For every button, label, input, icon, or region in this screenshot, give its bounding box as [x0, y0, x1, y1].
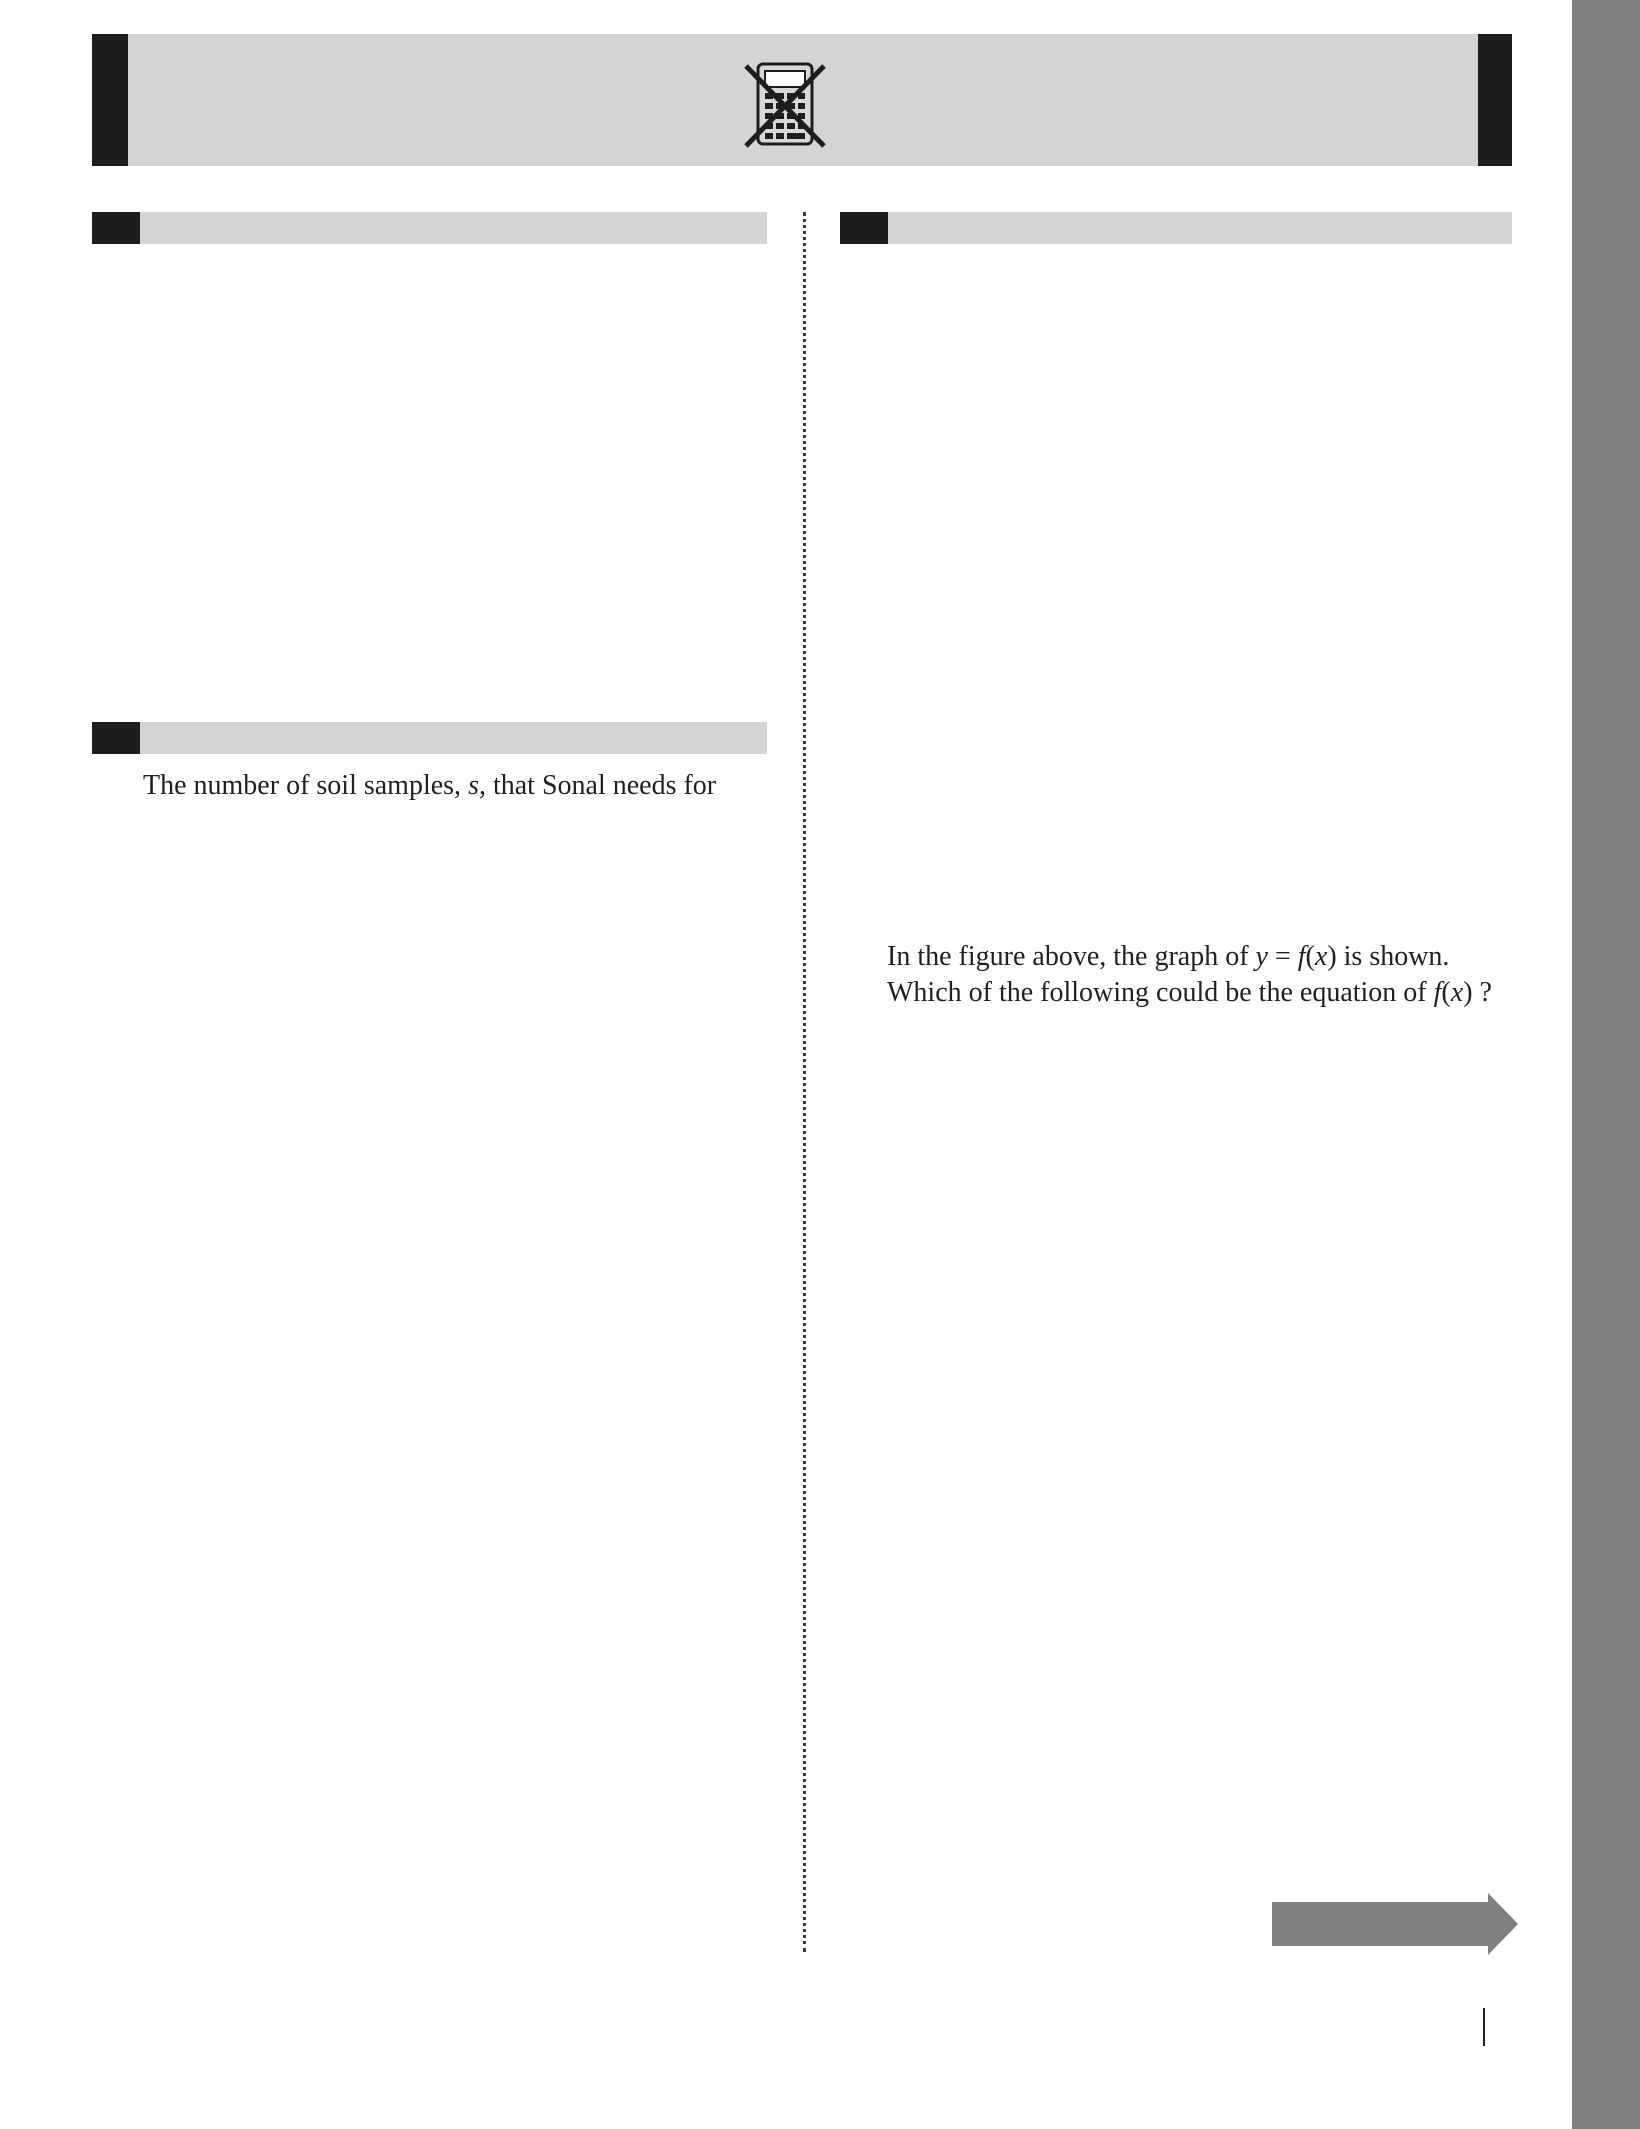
question-3-text: [887, 939, 1492, 1010]
page-edge-bar: [1572, 0, 1640, 2129]
question-3-text-line: In the figure above, the graph of y = f(x) is shown.: [887, 941, 1450, 972]
q1-choice-d[interactable]: [143, 477, 193, 513]
question-2-header-bar: [92, 722, 767, 754]
q2-choice-d[interactable]: [143, 1092, 193, 1128]
question-2-text-line: The number of soil samples, s, that Sonal needs for: [143, 770, 717, 801]
question-3-text-line: Which of the following could be the equation of f(x) ?: [887, 976, 1492, 1008]
q1-choice-b[interactable]: [143, 385, 193, 421]
header-right-bar: [1478, 34, 1512, 166]
column-divider: [803, 212, 806, 1952]
question-2-number: [92, 722, 140, 754]
question-2-text: [143, 768, 716, 804]
question-1-header-bar: [92, 212, 767, 244]
continue-button[interactable]: [1272, 1893, 1518, 1955]
question-1-number: [92, 212, 140, 244]
q2-choice-b[interactable]: [143, 1000, 193, 1036]
question-3-header-bar: [840, 212, 1512, 244]
coordinate-graph: [820, 270, 1520, 910]
no-calculator-icon: [742, 60, 828, 150]
q1-choice-c[interactable]: [143, 431, 193, 467]
q1-choice-a[interactable]: [143, 339, 193, 375]
q2-choice-a[interactable]: [143, 954, 193, 990]
header-left-bar: [92, 34, 128, 166]
q2-choice-c[interactable]: [143, 1046, 193, 1082]
footer-separator: [1483, 2008, 1485, 2046]
question-3-number: [840, 212, 888, 244]
